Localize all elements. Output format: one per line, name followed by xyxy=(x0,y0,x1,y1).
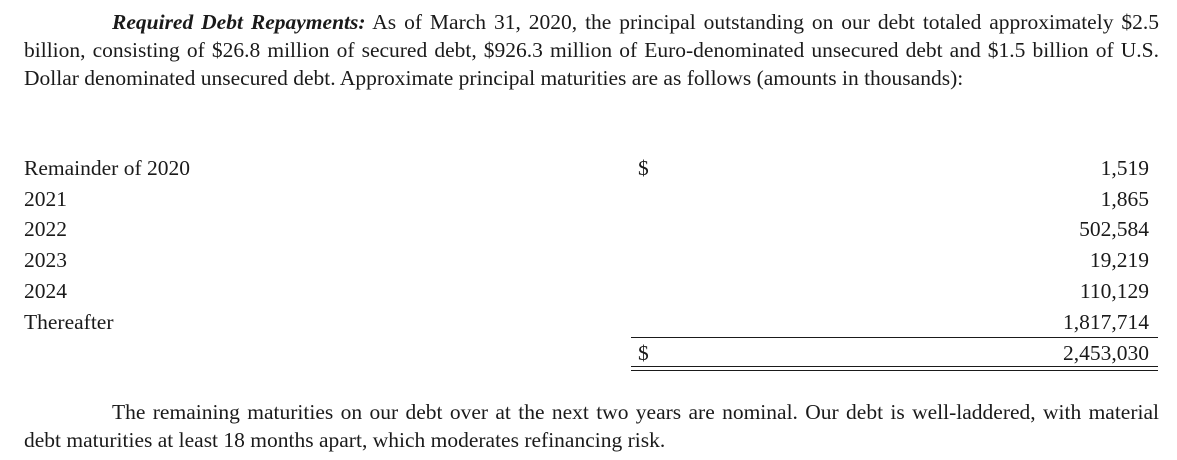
table-row xyxy=(0,246,1177,274)
total-amount: 2,453,030 xyxy=(1063,341,1149,365)
row-amount: 1,519 xyxy=(1100,156,1149,180)
currency-symbol: $ xyxy=(638,341,649,365)
section-heading: Required Debt Repayments: xyxy=(112,10,366,34)
row-label: Remainder of 2020 xyxy=(24,156,190,180)
table-row xyxy=(0,277,1177,305)
closing-paragraph: The remaining maturities on our debt over at the next two years are nominal. Our debt is well-laddered, with material debt maturities at least 18 months apart, which moderates refinancing risk. xyxy=(24,400,1159,452)
table-row xyxy=(0,215,1177,243)
table-row xyxy=(0,185,1177,213)
intro-paragraph xyxy=(24,8,1159,92)
subtotal-rule xyxy=(631,337,1158,338)
currency-symbol: $ xyxy=(638,156,649,180)
total-double-rule xyxy=(631,366,1158,371)
total-row xyxy=(0,339,1177,367)
table-row xyxy=(0,154,1177,182)
row-amount: 1,817,714 xyxy=(1063,310,1149,334)
row-amount: 110,129 xyxy=(1079,279,1149,303)
row-label: Thereafter xyxy=(24,310,114,334)
row-amount: 19,219 xyxy=(1089,248,1149,272)
row-amount: 1,865 xyxy=(1100,187,1149,211)
row-amount: 502,584 xyxy=(1079,217,1149,241)
intro-text: As of March 31, 2020, the principal outstanding on our debt totaled approximately $2.5 billion, consisting of $26.8 million of secured debt, $926.3 million of Euro-denominated unsecured debt and $1.5 billion of U.S. Dollar denominated unsecured debt. Approximate principal maturities are as follows (amounts in thousands): xyxy=(24,10,1159,90)
table-row xyxy=(0,308,1177,336)
row-label: 2023 xyxy=(24,248,67,272)
row-label: 2021 xyxy=(24,187,67,211)
row-label: 2024 xyxy=(24,279,67,303)
row-label: 2022 xyxy=(24,217,67,241)
